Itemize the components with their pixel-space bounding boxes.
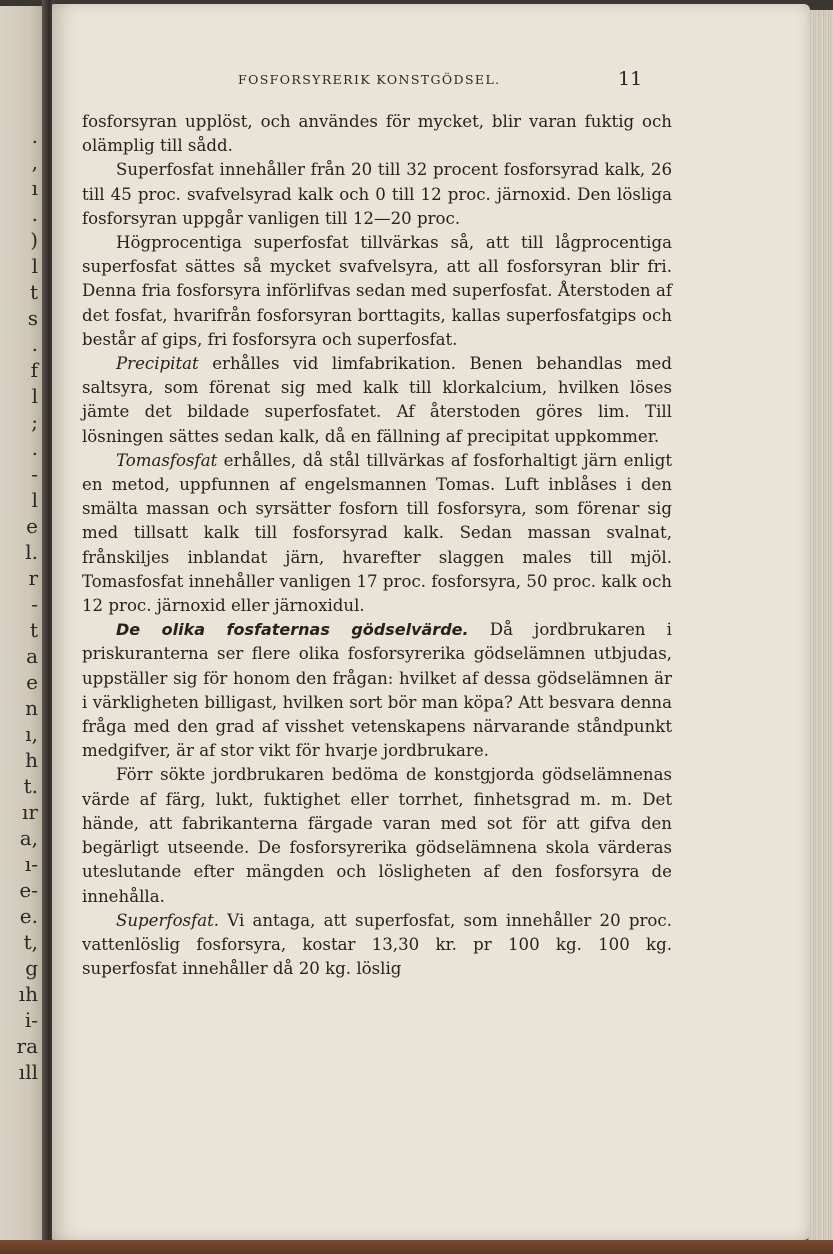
paragraph-superfosfat-composition	[82, 158, 672, 231]
left-page-fragment: l	[31, 384, 38, 408]
left-page-fragment: ı	[31, 176, 38, 200]
left-page-fragment: ıll	[18, 1060, 38, 1084]
paragraph-text: fosforsyran upplöst, och användes för mycket, blir varan fuktig och olämplig till sådd.	[82, 112, 672, 156]
book-cover-edge	[0, 1240, 833, 1254]
paragraph-forr	[82, 763, 672, 908]
left-page-fragment: t,	[23, 930, 38, 954]
section-heading: De olika fosfaternas gödselvärde.	[116, 620, 469, 640]
left-page-fragment: .	[31, 332, 38, 356]
italic-term-superfosfat: Superfosfat.	[116, 910, 220, 930]
book-page	[52, 4, 810, 1240]
left-page-fragment: ,	[31, 150, 38, 174]
left-page-fragment: e.	[19, 904, 38, 928]
paragraph-tomasfosfat	[82, 449, 672, 618]
page-header	[52, 68, 810, 90]
page-number: 11	[618, 68, 643, 90]
left-page-fragment: a	[26, 644, 38, 668]
left-page-fragment: l	[31, 254, 38, 278]
body-text	[82, 110, 672, 981]
left-page-fragment: e	[26, 670, 38, 694]
left-page-fragment: .	[31, 202, 38, 226]
left-page-fragment: l.	[25, 540, 38, 564]
left-page-fragment: e	[26, 514, 38, 538]
running-title: FOSFORSYRERIK KONSTGÖDSEL.	[238, 72, 501, 87]
left-page-fragment: ra	[16, 1034, 38, 1058]
italic-term-tomasfosfat: Tomasfosfat	[116, 450, 218, 470]
left-page-fragment: t	[29, 618, 38, 642]
paragraph-text: Vi antaga, att superfosfat, som innehåller 20 proc. vattenlöslig fosforsyra, kostar 13,30 kr. pr 100 kg. 100 kg. superfosfat innehåller då 20 kg. löslig	[82, 910, 672, 979]
left-page-fragment: f	[30, 358, 38, 382]
left-page-fragment: a,	[19, 826, 38, 850]
left-page-fragment: ıh	[18, 982, 38, 1006]
paragraph-text: erhålles, då stål tillvärkas af fosforhaltigt järn enligt en metod, uppfunnen af engelsmannen Tomas. Luft inblåses i den smälta massan och syrsätter fosforn till fosforsyra, som förenar sig med tillsatt kalk till fosforsyrad kalk. Sedan massan svalnat, frånskiljes inblandat järn, hvarefter slaggen males till mjöl. Tomasfosfat innehåller vanligen 17 proc. fosforsyra, 50 proc. kalk och 12 proc. järnoxid eller järnoxidul.	[82, 450, 672, 616]
left-page-fragment: r	[28, 566, 38, 590]
paragraph-continuation	[82, 110, 672, 158]
left-page-fragment: -	[31, 592, 38, 616]
paragraph-text: Superfosfat innehåller från 20 till 32 procent fosforsyrad kalk, 26 till 45 proc. svafvelsyrad kalk och 0 till 12 proc. järnoxid. Den lösliga fosforsyran uppgår vanligen till 12—20 proc.	[82, 160, 672, 228]
paragraph-precipitat	[82, 352, 672, 449]
left-page-fragment: s	[27, 306, 38, 330]
left-page-fragment: g	[25, 956, 38, 980]
left-page-fragment: t	[29, 280, 38, 304]
left-page-fragment: .	[31, 436, 38, 460]
paragraph-hogprocentiga	[82, 231, 672, 352]
left-page-fragment: ;	[31, 410, 38, 434]
paragraph-text: Då jordbrukaren i priskuranterna ser flere olika fosforsyrerika gödselämnen utbjudas, uppställer sig för honom den frågan: hvilket af dessa gödselämnen är i värkligheten billigast, hvilken sort bör man köpa? Att besvara denna fråga med den grad af visshet vetenskapens närvarande ståndpunkt medgifver, är af stor vikt för hvarje jordbrukare.	[82, 620, 672, 761]
left-page-fragment: l	[31, 488, 38, 512]
left-page-fragment: h	[25, 748, 38, 772]
italic-term-precipitat: Precipitat	[116, 354, 199, 374]
left-page-fragment: t.	[23, 774, 38, 798]
left-page-fragment: ır	[22, 800, 38, 824]
left-page-fragment: ı-	[24, 852, 38, 876]
paragraph-godselvarde	[82, 618, 672, 763]
paragraph-superfosfat-price	[82, 909, 672, 982]
left-page-fragment: n	[25, 696, 38, 720]
left-page-fragment: ı,	[25, 722, 38, 746]
left-page-fragment: .	[31, 124, 38, 148]
left-page-edge	[0, 6, 43, 1246]
paragraph-text: Högprocentiga superfosfat tillvärkas så, att till lågprocentiga superfosfat sättes så mycket svafvelsyra, att all fosforsyran blir fri. Denna fria fosforsyra införlifvas sedan med superfosfat. Återstoden af det fosfat, hvarifrån fosforsyran borttagits, kallas superfosfatgips och består af gips, fri fosforsyra och superfosfat.	[82, 233, 672, 349]
left-page-fragment: -	[31, 462, 38, 486]
left-page-fragment: i-	[24, 1008, 38, 1032]
page-stack-edge	[808, 10, 833, 1240]
paragraph-text: erhålles vid limfabrikation. Benen behandlas med saltsyra, som förenat sig med kalk till klorkalcium, hvilken löses jämte det bildade superfosfatet. Af återstoden göres lim. Till lösningen sättes sedan kalk, då en fällning af precipitat uppkommer.	[82, 354, 672, 446]
left-page-fragment: )	[30, 228, 38, 252]
paragraph-text: Förr sökte jordbrukaren bedöma de konstgjorda gödselämnenas värde af färg, lukt, fuktighet eller torrhet, finhetsgrad m. m. Det hände, att fabrikanterna färgade varan med sot för att gifva den begärligt utseende. De fosforsyrerika gödselämnena skola värderas uteslutande efter mängden och lösligheten af den fosforsyra de innehålla.	[82, 765, 672, 906]
left-page-fragment: e-	[19, 878, 38, 902]
